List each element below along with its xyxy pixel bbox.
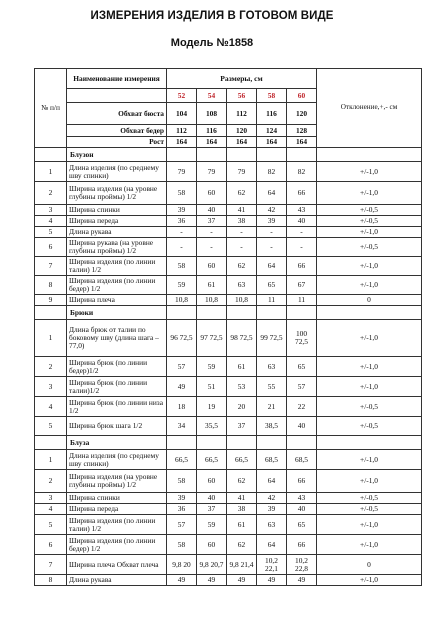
measurement-name: Длина рукава	[67, 227, 167, 238]
tolerance-value: +/-1,0	[317, 320, 422, 357]
row-number: 6	[35, 535, 67, 555]
tolerance-value: +/-1,0	[317, 276, 422, 295]
measurement-value: 42	[257, 205, 287, 216]
size-60: 60	[287, 89, 317, 103]
measurement-value: 62	[227, 470, 257, 493]
measurement-row	[35, 257, 422, 276]
measurement-value: 63	[257, 515, 287, 535]
girth-value: 124	[257, 125, 287, 137]
tolerance-value: +/-0,5	[317, 216, 422, 227]
measurement-name: Ширина плеча Обхват плеча	[67, 555, 167, 575]
measurement-value: 10,2 22,1	[257, 555, 287, 575]
section-num-cell	[35, 306, 67, 320]
measurement-value: 9,8 20	[167, 555, 197, 575]
tolerance-value: 0	[317, 555, 422, 575]
girth-value: 128	[287, 125, 317, 137]
measurement-value: 62	[227, 535, 257, 555]
girth-value: 164	[287, 137, 317, 148]
measurement-value: 40	[197, 493, 227, 504]
measurement-value: 40	[287, 504, 317, 515]
measurement-row	[35, 320, 422, 357]
measurement-value: 66	[287, 535, 317, 555]
row-number: 7	[35, 257, 67, 276]
tolerance-value: +/-1,0	[317, 162, 422, 182]
measurement-value: 11	[257, 295, 287, 306]
measurement-row	[35, 276, 422, 295]
measurement-value: 61	[227, 515, 257, 535]
girth-value: 164	[167, 137, 197, 148]
girth-label: Обхват бедер	[67, 125, 167, 137]
measurement-value: 64	[257, 535, 287, 555]
section-empty-cell	[257, 306, 287, 320]
section-empty-cell	[197, 148, 227, 162]
measurement-value: 20	[227, 397, 257, 417]
measurement-value: 40	[197, 205, 227, 216]
row-number: 4	[35, 397, 67, 417]
measurement-value: 66,5	[227, 450, 257, 470]
header-blank	[67, 89, 167, 103]
measurement-name: Ширина плеча	[67, 295, 167, 306]
row-number: 1	[35, 162, 67, 182]
girth-value: 116	[197, 125, 227, 137]
row-number: 1	[35, 320, 67, 357]
measurement-value: 59	[167, 276, 197, 295]
measurement-value: 41	[227, 493, 257, 504]
section-empty-cell	[197, 436, 227, 450]
measurement-value: 66,5	[167, 450, 197, 470]
tolerance-value: +/-1,0	[317, 575, 422, 586]
measurement-name: Ширина брюк (по линии бедер)1/2	[67, 357, 167, 377]
measurement-row	[35, 162, 422, 182]
girth-value: 120	[287, 103, 317, 125]
measurement-value: 37	[197, 504, 227, 515]
section-row	[35, 436, 422, 450]
row-number: 1	[35, 450, 67, 470]
row-number: 4	[35, 216, 67, 227]
girth-value: 120	[227, 125, 257, 137]
measurement-value: 40	[287, 417, 317, 436]
measurement-value: 22	[287, 397, 317, 417]
section-empty-cell	[167, 306, 197, 320]
row-number: 7	[35, 555, 67, 575]
tolerance-value: +/-1,0	[317, 450, 422, 470]
measurement-value: 42	[257, 493, 287, 504]
measurement-value: 62	[227, 182, 257, 205]
row-number: 2	[35, 470, 67, 493]
header-sizes: Размеры, см	[167, 69, 317, 89]
measurement-value: 65	[287, 357, 317, 377]
measurement-value: 43	[287, 205, 317, 216]
measurement-name: Длина рукава	[67, 575, 167, 586]
measurement-name: Ширина изделия (по линии бедер) 1/2	[67, 276, 167, 295]
measurement-row	[35, 205, 422, 216]
measurement-row	[35, 470, 422, 493]
measurement-value: 49	[197, 575, 227, 586]
measurement-value: 67	[287, 276, 317, 295]
measurement-value: 18	[167, 397, 197, 417]
measurement-value: 66	[287, 182, 317, 205]
section-empty-cell	[287, 148, 317, 162]
measurement-value: 49	[257, 575, 287, 586]
measurement-value: 37	[227, 417, 257, 436]
section-empty-cell	[227, 306, 257, 320]
girth-value: 108	[197, 103, 227, 125]
header-tolerance: Отклонение,+,- см	[317, 69, 422, 148]
measurement-value: 21	[257, 397, 287, 417]
measurement-value: 10,2 22,8	[287, 555, 317, 575]
measurement-row	[35, 535, 422, 555]
section-empty-cell	[197, 306, 227, 320]
measurement-value: 10,8	[167, 295, 197, 306]
measurement-value: -	[197, 238, 227, 257]
measurement-value: 43	[287, 493, 317, 504]
measurement-value: 60	[197, 535, 227, 555]
measurement-value: 40	[287, 216, 317, 227]
measurement-value: 10,8	[227, 295, 257, 306]
section-empty-cell	[167, 436, 197, 450]
measurement-value: 58	[167, 257, 197, 276]
measurement-row	[35, 417, 422, 436]
measurement-name: Ширина спинки	[67, 205, 167, 216]
measurement-value: 38	[227, 504, 257, 515]
measurement-value: 68,5	[287, 450, 317, 470]
measurement-name: Ширина брюк шага 1/2	[67, 417, 167, 436]
measurement-value: 41	[227, 205, 257, 216]
tolerance-value: +/-1,0	[317, 470, 422, 493]
row-number: 9	[35, 295, 67, 306]
measurement-value: 60	[197, 470, 227, 493]
measurement-row	[35, 450, 422, 470]
measurement-name: Ширина изделия (по линии талии) 1/2	[67, 257, 167, 276]
measurement-value: 34	[167, 417, 197, 436]
size-58: 58	[257, 89, 287, 103]
measurement-value: -	[287, 238, 317, 257]
section-empty-cell	[257, 148, 287, 162]
measurement-value: 79	[167, 162, 197, 182]
measurement-row	[35, 397, 422, 417]
measurement-value: 82	[257, 162, 287, 182]
measurement-row	[35, 238, 422, 257]
measurement-value: 49	[167, 575, 197, 586]
measurement-value: 99 72,5	[257, 320, 287, 357]
girth-label: Обхват бюста	[67, 103, 167, 125]
measurement-row	[35, 227, 422, 238]
measurement-row	[35, 504, 422, 515]
measurement-row	[35, 515, 422, 535]
measurement-value: 36	[167, 216, 197, 227]
measurement-value: 38,5	[257, 417, 287, 436]
section-empty-cell	[317, 148, 422, 162]
measurement-name: Ширина изделия (на уровне глубины проймы) 1/2	[67, 182, 167, 205]
measurement-name: Длина изделия (по среднему шву спинки)	[67, 450, 167, 470]
measurement-value: 39	[257, 504, 287, 515]
measurement-value: 36	[167, 504, 197, 515]
measurement-value: -	[227, 238, 257, 257]
measurement-value: 66,5	[197, 450, 227, 470]
measurement-value: 66	[287, 257, 317, 276]
size-52: 52	[167, 89, 197, 103]
header-name: Наименование измерения	[67, 69, 167, 89]
measurement-value: 60	[197, 257, 227, 276]
measurement-value: 38	[227, 216, 257, 227]
measurement-name: Ширина изделия (на уровне глубины проймы) 1/2	[67, 470, 167, 493]
tolerance-value: +/-0,5	[317, 493, 422, 504]
measurement-value: 37	[197, 216, 227, 227]
measurement-value: -	[197, 227, 227, 238]
tolerance-value: +/-0,5	[317, 504, 422, 515]
measurement-value: 9,8 20,7	[197, 555, 227, 575]
girth-value: 116	[257, 103, 287, 125]
size-54: 54	[197, 89, 227, 103]
measurement-name: Ширина изделия (по линии бедер) 1/2	[67, 535, 167, 555]
measurement-value: 64	[257, 470, 287, 493]
girth-label: Рост	[67, 137, 167, 148]
measurement-value: 98 72,5	[227, 320, 257, 357]
section-empty-cell	[287, 436, 317, 450]
measurement-value: 82	[287, 162, 317, 182]
measurement-value: 79	[197, 162, 227, 182]
measurement-value: 79	[227, 162, 257, 182]
measurement-value: 57	[287, 377, 317, 397]
measurement-value: 59	[197, 515, 227, 535]
tolerance-value: +/-0,5	[317, 238, 422, 257]
measurement-value: 9,8 21,4	[227, 555, 257, 575]
measurement-row	[35, 216, 422, 227]
measurement-value: -	[167, 227, 197, 238]
measurement-row	[35, 377, 422, 397]
measurement-value: 97 72,5	[197, 320, 227, 357]
row-number: 3	[35, 377, 67, 397]
measurement-name: Ширина рукава (на уровне глубины проймы) 1/2	[67, 238, 167, 257]
measurement-value: 65	[287, 515, 317, 535]
tolerance-value: 0	[317, 295, 422, 306]
size-56: 56	[227, 89, 257, 103]
section-row	[35, 306, 422, 320]
measurement-name: Длина изделия (по среднему шву спинки)	[67, 162, 167, 182]
row-number: 5	[35, 227, 67, 238]
section-empty-cell	[287, 306, 317, 320]
tolerance-value: +/-1,0	[317, 227, 422, 238]
tolerance-value: +/-1,0	[317, 257, 422, 276]
measurement-name: Ширина переда	[67, 216, 167, 227]
measurement-value: 35,5	[197, 417, 227, 436]
row-number: 6	[35, 238, 67, 257]
measurement-value: 58	[167, 182, 197, 205]
row-number: 2	[35, 182, 67, 205]
model-title: Модель №1858	[170, 37, 254, 49]
measurement-value: 49	[287, 575, 317, 586]
section-empty-cell	[227, 436, 257, 450]
row-number: 3	[35, 205, 67, 216]
section-num-cell	[35, 436, 67, 450]
measurement-value: 11	[287, 295, 317, 306]
section-empty-cell	[317, 436, 422, 450]
girth-value: 112	[227, 103, 257, 125]
girth-value: 164	[227, 137, 257, 148]
measurement-row	[35, 182, 422, 205]
row-number: 4	[35, 504, 67, 515]
measurement-value: 61	[227, 357, 257, 377]
measurement-value: 63	[227, 276, 257, 295]
measurement-value: 10,8	[197, 295, 227, 306]
measurement-value: 53	[227, 377, 257, 397]
girth-value: 104	[167, 103, 197, 125]
measurement-name: Ширина брюк (по линии низа 1/2	[67, 397, 167, 417]
measurements-table	[34, 68, 422, 586]
measurement-name: Длина брюк от талии по боковому шву (длина шага – 77,0)	[67, 320, 167, 357]
measurement-row	[35, 575, 422, 586]
measurement-value: 64	[257, 257, 287, 276]
measurement-name: Ширина спинки	[67, 493, 167, 504]
measurement-value: 63	[257, 357, 287, 377]
tolerance-value: +/-0,5	[317, 417, 422, 436]
measurement-value: 39	[257, 216, 287, 227]
measurement-value: 51	[197, 377, 227, 397]
measurement-value: 58	[167, 470, 197, 493]
row-number: 5	[35, 417, 67, 436]
measurement-value: 19	[197, 397, 227, 417]
measurement-value: 58	[167, 535, 197, 555]
tolerance-value: +/-1,0	[317, 377, 422, 397]
measurement-value: 100 72,5	[287, 320, 317, 357]
measurement-row	[35, 555, 422, 575]
measurement-name: Ширина переда	[67, 504, 167, 515]
row-number: 8	[35, 276, 67, 295]
tolerance-value: +/-1,0	[317, 515, 422, 535]
measurement-value: 49	[167, 377, 197, 397]
measurement-name: Ширина брюк (по линии талии)1/2	[67, 377, 167, 397]
measurement-value: -	[257, 227, 287, 238]
row-number: 8	[35, 575, 67, 586]
measurement-value: -	[227, 227, 257, 238]
girth-value: 164	[197, 137, 227, 148]
tolerance-value: +/-1,0	[317, 357, 422, 377]
girth-value: 112	[167, 125, 197, 137]
measurement-row	[35, 493, 422, 504]
measurement-value: 64	[257, 182, 287, 205]
section-title: Брюки	[67, 306, 167, 320]
measurement-row	[35, 295, 422, 306]
section-empty-cell	[227, 148, 257, 162]
row-number: 2	[35, 357, 67, 377]
header-num: № п/п	[35, 69, 67, 148]
measurement-value: -	[287, 227, 317, 238]
measurement-value: 96 72,5	[167, 320, 197, 357]
measurement-value: 39	[167, 493, 197, 504]
row-number: 3	[35, 493, 67, 504]
measurement-value: 59	[197, 357, 227, 377]
measurement-value: 39	[167, 205, 197, 216]
measurement-value: 57	[167, 515, 197, 535]
measurement-value: 55	[257, 377, 287, 397]
tolerance-value: +/-1,0	[317, 535, 422, 555]
page-title: ИЗМЕРЕНИЯ ИЗДЕЛИЯ В ГОТОВОМ ВИДЕ	[90, 10, 334, 22]
measurement-value: 65	[257, 276, 287, 295]
section-empty-cell	[317, 306, 422, 320]
measurement-value: 49	[227, 575, 257, 586]
measurement-value: 60	[197, 182, 227, 205]
measurement-value: 66	[287, 470, 317, 493]
measurement-value: 61	[197, 276, 227, 295]
measurement-value: 57	[167, 357, 197, 377]
section-title: Блуза	[67, 436, 167, 450]
tolerance-value: +/-0,5	[317, 205, 422, 216]
measurement-name: Ширина изделия (по линии талии) 1/2	[67, 515, 167, 535]
measurement-row	[35, 357, 422, 377]
row-number: 5	[35, 515, 67, 535]
section-row	[35, 148, 422, 162]
section-num-cell	[35, 148, 67, 162]
section-empty-cell	[257, 436, 287, 450]
girth-value: 164	[257, 137, 287, 148]
tolerance-value: +/-0,5	[317, 397, 422, 417]
measurement-value: -	[167, 238, 197, 257]
measurement-value: -	[257, 238, 287, 257]
section-title: Блузон	[67, 148, 167, 162]
section-empty-cell	[167, 148, 197, 162]
measurement-value: 62	[227, 257, 257, 276]
measurement-value: 68,5	[257, 450, 287, 470]
tolerance-value: +/-1,0	[317, 182, 422, 205]
